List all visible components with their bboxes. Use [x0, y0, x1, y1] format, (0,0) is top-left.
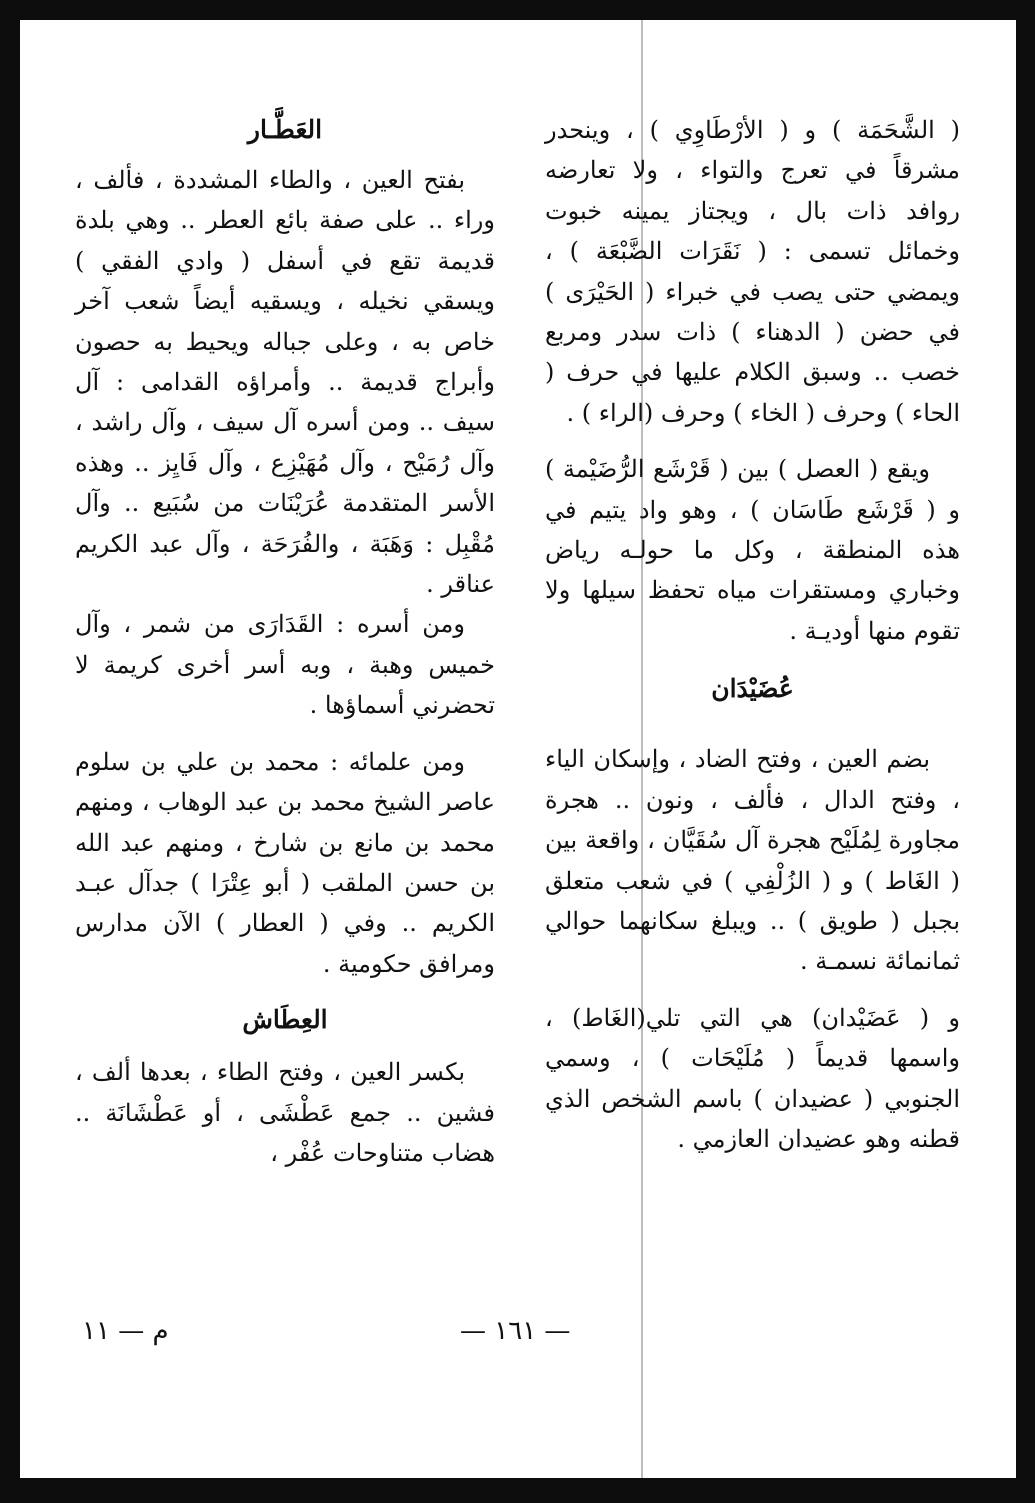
- left-column: [75, 110, 495, 1173]
- left-paragraph-4: بكسر العين ، وفتح الطاء ، بعدها ألف ، فشين .. جمع عَطْشَى ، أو عَطْشَانَة .. هضاب متناوحات عُفْر ،: [75, 1058, 495, 1167]
- right-paragraph-3: بضم العين ، وفتح الضاد ، وإسكان الياء ، وفتح الدال ، فألف ، ونون .. هجرة مجاورة لِمُلَيْح هجرة آل سُقَيَّان ، واقعة بين ( الغَاط ) و ( الزُلْفِي ) في شعب متعلق بجبل ( طويق ) .. ويبلغ سكانهما حوالي ثمانمائة نسمـة .: [545, 745, 960, 976]
- entry-heading-attar: العَطَّـار: [247, 115, 323, 144]
- entry-heading-udaydan: عُضَيْدَان: [711, 674, 794, 704]
- signature-mark: م — ١١: [82, 1316, 169, 1346]
- left-paragraph-3: ومن علمائه : محمد بن علي بن سلوم عاصر الشيخ محمد بن عبد الوهاب ، ومنهم محمد بن مانع بن شارخ ، ومنهم عبد الله بن حسن الملقب ( أبو عِتْرَا ) جدآل عبـد الكريم .. وفي ( العطار ) الآن مدارس ومرافق حكومية .: [75, 747, 495, 978]
- right-paragraph-4: و ( عَضَيْدان) هي التي تلي(الغَاط) ، واسمها قديماً ( مُلَيْحَات ) ، وسمي الجنوبي ( عضيدان ) باسم الشخص الذي قطنه وهو عضيدان العازمي .: [545, 1003, 960, 1153]
- entry-heading-itash: العِطَاش: [242, 1005, 328, 1035]
- page-number: — ١٦١ —: [460, 1316, 571, 1346]
- right-column: [545, 110, 960, 1159]
- left-paragraph-2: ومن أسره : القَدَارَى من شمر ، وآل خميس وهبة ، وبه أسر أخرى كريمة لا تحضرني أسماؤها .: [75, 610, 495, 720]
- right-intro-paragraph: ( الشَّحَمَة ) و ( الأرْطَاوِي ) ، وينحدر مشرقاً في تعرج والتواء ، ولا تعارضه روافد ذات بال ، ويجتاز يمينه خبوت وخمائل تسمى : ( نَقَرَات الضَّبْعَة ) ، ويمضي حتى يصب في خبراء ( الحَيْرَى ) في حضن ( الدهناء ) ذات سدر ومربع خصب .. وسبق الكلام عليها في حرف ( الحاء ) وحرف ( الخاء ) وحرف (الراء ) .: [545, 116, 960, 427]
- book-page: [20, 20, 1016, 1478]
- right-paragraph-2: ويقع ( العصل ) بين ( قَرْشَع الرُّضَيْمة ) و ( قَرْشَع طَاسَان ) ، وهو واد يتيم في هذه المنطقة ، وكل ما حولـه رياض وخباري ومستقرات مياه تحفظ سيلها ولا تقوم منها أوديـة .: [545, 455, 960, 645]
- left-paragraph-1: بفتح العين ، والطاء المشددة ، فألف ، وراء .. على صفة بائع العطر .. وهي بلدة قديمة تقع في أسفل ( وادي الفقي ) ويسقي نخيله ، ويسقيه أيضاً شعب آخر خاص به ، وعلى جباله ويحيط به حصون وأبراج قديمة .. وأمراؤه القدامى : آل سيف .. ومن أسره آل سيف ، وآل راشد ، وآل رُمَيْح ، وآل مُهَيْزِع ، وآل فَايِز .. وهذه الأسر المتقدمة عُرَيْنَات من سُبَيع .. وآل مُقْبِل : وَهَبَة ، والفُرَحَة ، وآل عبد الكريم عناقر .: [75, 166, 495, 599]
